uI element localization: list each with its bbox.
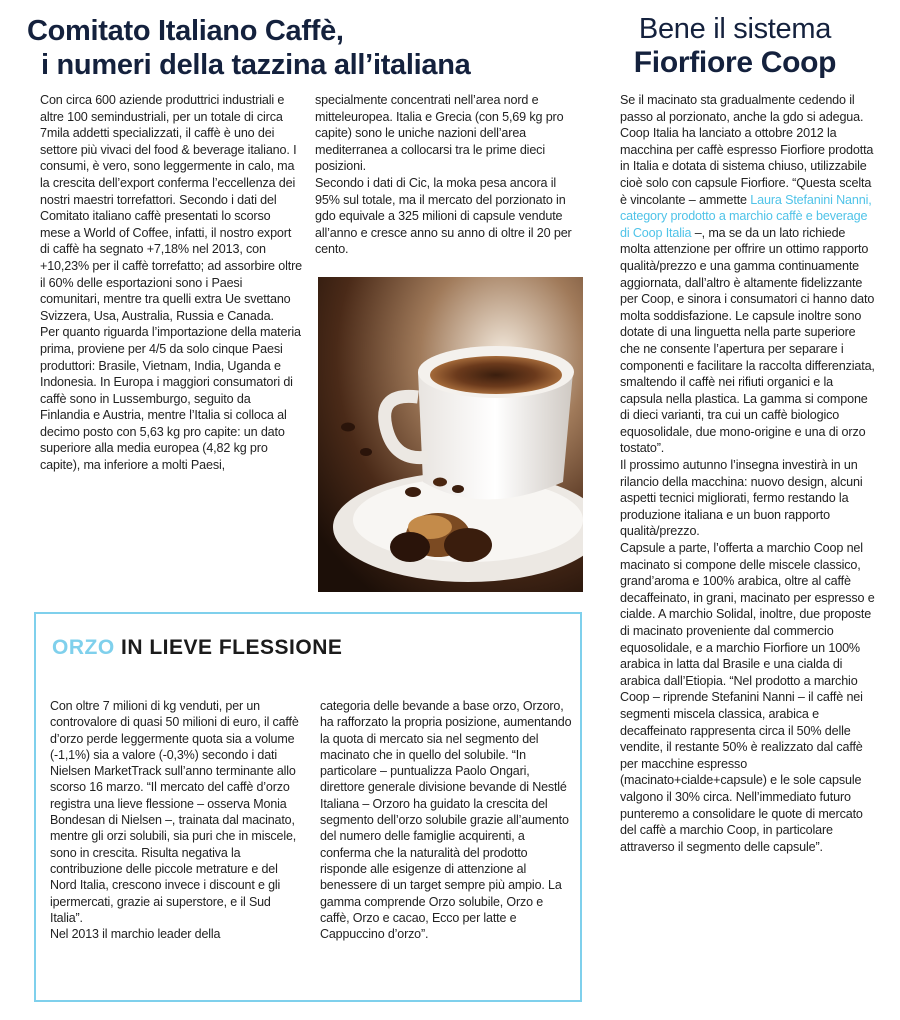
side-article-title — [604, 12, 866, 80]
orzo-box-column-2 — [320, 698, 572, 942]
side-article-column — [620, 92, 876, 855]
main-title-line-2: i numeri della tazzina all’italiana — [41, 49, 471, 81]
main-article-paragraph: Secondo i dati di Cic, la moka pesa ancora il 95% sul totale, ma il mercato del porzionato in gdo equivale a 325 milioni di capsule vendute all’anno e cresce anno su anno di oltre il 20 per cento. — [315, 175, 572, 257]
main-article-paragraph: Per quanto riguarda l’importazione della materia prima, proviene per 4/5 da solo cinque Paesi produttori: Brasile, Vietnam, India, Uganda e Indonesia. In Europa i maggiori consumatori di caffè sono in Lussemburgo, seguito da Finlandia e Austria, mentre l’Italia si colloca al decimo posto con 5,63 kg pro capite: un dato superiore alla media europea (4,82 kg pro capite), ma inferiore a molti Paesi, — [40, 325, 301, 473]
orzo-box-column-1 — [50, 698, 306, 942]
orzo-heading-accent: ORZO — [52, 636, 115, 659]
orzo-heading-rest: IN LIEVE FLESSIONE — [114, 636, 343, 659]
orzo-sidebar-box — [34, 612, 582, 1002]
side-paragraph-intro: Se il macinato sta gradualmente cedendo il passo al porzionato, anche la gdo si adegua. Coop Italia ha lanciato a ottobre 2012 la macchina per caffè espresso Fiorfiore prodotta in Italia e dotata di sistema chiuso, utilizzabile cioè solo con capsule Fiorfiore. “Questa scelta è vincolante – ammette — [620, 93, 874, 207]
side-article-paragraph — [620, 92, 876, 457]
coffee-cup-photo — [318, 277, 583, 592]
main-article-paragraph: Con circa 600 aziende produttrici industriali e altre 100 semindustriali, per un totale di circa 7mila addetti specializzati, il caffè è uno dei settore più vivaci del food & beverage italiano. I consumi, è vero, sono leggermente in calo, ma la crescita dell’export conferma l’eccellenza dei nostri maestri torrefattori. Secondo i dati del Comitato italiano caffè presentati lo scorso mese a World of Coffee, infatti, il nostro export di caffè ha segnato +7,18% nel 2013, con +10,23% per il caffè torrefatto; ad assorbire oltre il 60% delle esportazioni sono i Paesi comunitari, mentre tra quelli extra Ue svettano Svizzera, Usa, Australia, Russia e Canada. — [40, 93, 302, 323]
coffee-cup-illustration — [318, 277, 583, 592]
side-title-line-2: Fiorfiore Coop — [633, 46, 837, 79]
main-article-column-2 — [315, 92, 583, 258]
orzo-paragraph: Con oltre 7 milioni di kg venduti, per un controvalore di quasi 50 milioni di euro, il caffè d’orzo perde leggermente quota sia a volume (-1,1%) sia a valore (-0,3%) secondo i dati Nielsen MarketTrack sull’anno terminante allo scorso 16 marzo. “Il mercato del caffè d’orzo registra una lieve flessione – osserva Monia Bondesan di Nielsen –, trainata dal macinato, mentre gli orzi solubili, sia puri che in miscele, sono in crescita. Risulta negativa la contribuzione delle piccole metrature e del Nord Italia, crescono invece i discount e gli ipermercati, grazie ai superstore, e il Sud Italia”. — [50, 699, 299, 925]
orzo-paragraph: Nel 2013 il marchio leader della — [50, 927, 221, 942]
main-article-title — [27, 14, 470, 82]
main-article-column-1 — [40, 92, 302, 474]
side-article-paragraph: Capsule a parte, l’offerta a marchio Coop nel macinato si compone delle miscele classico, grand’aroma e 100% arabica, oltre al caffè decaffeinato, in grani, macinato per espresso e cialde. A marchio Solidal, inoltre, due proposte di macinato proveniente dal commercio equosolidale, e a marchio Fiorfiore un 100% arabica in latta dal Brasile e una cialda di arabica dall’Etiopia. “Nel prodotto a marchio Coop – riprende Stefanini Nanni – il caffè nei segmenti miscela classica, arabica e decaffeinato rappresenta circa il 50% delle vendite, il restante 50% è realizzato dal caffè per macchine espresso (macinato+cialde+capsule) e le sole capsule valgono il 30% circa. Nell’immediato futuro punteremo a consolidare le quote di mercato del caffè a marchio Coop, in particolare attraverso il segmento delle capsule”. — [620, 541, 875, 854]
orzo-paragraph: categoria delle bevande a base orzo, Orzoro, ha rafforzato la propria posizione, aumentando la quota di mercato sia nel segmento del macinato che in quello del solubile. “In particolare – puntualizza Paolo Ongari, direttore generale divisione bevande di Nestlé Italiana – Orzoro ha guidato la crescita del segmento dell’orzo solubile grazie all’aumento del numero delle famiglie acquirenti, a conferma che la naturalità del prodotto risponde alle esigenze di attenzione al benessere di un target sempre più ampio. La gamma comprende Orzo solubile, Orzo e caffè, Orzo e cacao, Ecco per latte e Cappuccino d’orzo”. — [320, 699, 572, 942]
main-title-line-1: Comitato Italiano Caffè, — [27, 15, 344, 47]
highlighted-name: Laura Stefanini Nanni, category prodotto a marchio caffè e beverage di Coop Italia — [620, 192, 872, 240]
orzo-box-heading — [52, 636, 342, 660]
side-article-paragraph: Il prossimo autunno l’insegna investirà in un rilancio della macchina: nuovo design, alcuni aspetti tecnici migliorati, fermo restando la produzione italiana e un buon rapporto qualità/prezzo. — [620, 458, 863, 539]
side-title-line-1: Bene il sistema — [638, 13, 832, 45]
main-article-paragraph: specialmente concentrati nell’area nord e mitteleuropea. Italia e Grecia (con 5,69 kg pro capite) sono le uniche nazioni dell’area mediterranea a collocarsi tra le prime dieci posizioni. — [315, 93, 564, 174]
side-paragraph-quote: –, ma se da un lato richiede molta attenzione per offrire un ottimo rapporto qualità/prezzo e una gamma continuamente aggiornata, dall’altro è altamente fidelizzante per Coop, e sinora i consumatori ci hanno dato molta soddisfazione. Le capsule inoltre sono dotate di una linguetta nella parte superiore che ne consente l’apertura per separare i componenti e facilitare la raccolta differenziata, smaltendo il caffè nei rifiuti organici e la capsula nella plastica. La gamma si compone di dieci varianti, tra cui un caffè biologico equosolidale, due mono-origine e una di orzo tostato”. — [620, 225, 875, 456]
